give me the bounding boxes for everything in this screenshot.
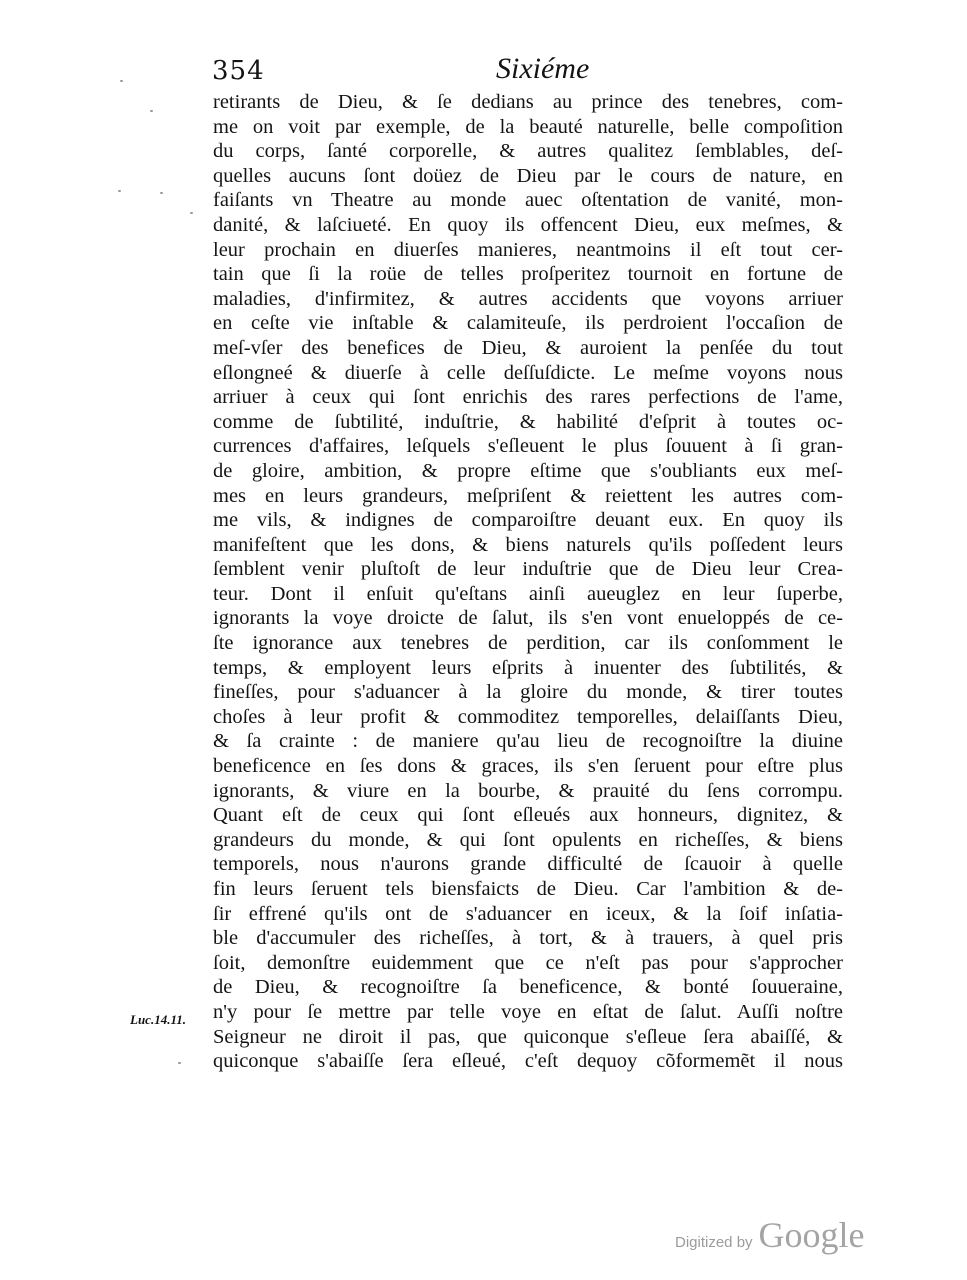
text-line: arriuer à ceux qui ſont enrichis des rares perfections de l'ame, bbox=[213, 386, 843, 409]
text-line: fineſſes, pour s'aduancer à la gloire du monde, & tirer toutes bbox=[213, 681, 843, 704]
scan-speck bbox=[160, 192, 163, 194]
text-line: quiconque s'abaiſſe ſera eſleué, c'eſt dequoy cõformemẽt il nous bbox=[213, 1050, 843, 1073]
text-line: & ſa crainte : de maniere qu'au lieu de recognoiſtre la diuine bbox=[213, 730, 843, 753]
text-line: currences d'affaires, leſquels s'eſleuent le plus ſouuent à ſi gran- bbox=[213, 435, 843, 458]
text-line: meſ-vſer des benefices de Dieu, & auroient la penſée du tout bbox=[213, 336, 843, 359]
text-line: manifeſtent que les dons, & biens naturels qu'ils poſſedent leurs bbox=[213, 533, 843, 556]
scan-speck bbox=[120, 80, 123, 82]
text-line: comme de ſubtilité, induſtrie, & habilité d'eſprit à toutes oc- bbox=[213, 410, 843, 433]
text-line: temporels, nous n'aurons grande difficulté de ſcauoir à quelle bbox=[213, 853, 843, 876]
text-line: quelles aucuns ſont doüez de Dieu par le cours de nature, en bbox=[213, 164, 843, 187]
text-line: de Dieu, & recognoiſtre ſa beneficence, & bonté ſouueraine, bbox=[213, 976, 843, 999]
text-line: me on voit par exemple, de la beauté naturelle, belle compoſition bbox=[213, 115, 843, 138]
scan-speck bbox=[178, 1062, 181, 1064]
text-line: Quant eſt de ceux qui ſont eſleués aux honneurs, dignitez, & bbox=[213, 804, 843, 827]
text-line: ſemblent venir pluſtoſt de leur induſtrie que de Dieu leur Crea- bbox=[213, 558, 843, 581]
text-line: fin leurs ſeruent tels biensfaicts de Dieu. Car l'ambition & de- bbox=[213, 878, 843, 900]
body-text bbox=[213, 90, 843, 1074]
scan-speck bbox=[190, 212, 193, 214]
scan-speck bbox=[150, 110, 153, 112]
text-line: choſes à leur profit & commoditez temporelles, delaiſſants Dieu, bbox=[213, 705, 843, 728]
text-line: ble d'accumuler des richeſſes, à tort, & à trauers, à quel pris bbox=[213, 927, 843, 950]
text-line: en ceſte vie inſtable & calamiteuſe, ils perdroient l'occaſion de bbox=[213, 312, 843, 335]
text-line: retirants de Dieu, & ſe dedians au prince des tenebres, com- bbox=[213, 91, 843, 113]
text-line: temps, & employent leurs eſprits à inuenter des ſubtilités, & bbox=[213, 656, 843, 679]
scan-speck bbox=[118, 190, 121, 192]
text-line: tain que ſi la roüe de telles proſperitez tournoit en fortune de bbox=[213, 263, 843, 286]
digitized-watermark bbox=[675, 1214, 865, 1256]
text-line: ſir effrené qu'ils ont de s'aduancer en iceux, & la ſoif inſatia- bbox=[213, 902, 843, 925]
watermark-prefix: Digitized by bbox=[675, 1234, 753, 1251]
text-line: ſte ignorance aux tenebres de perdition, car ils conſomment le bbox=[213, 632, 843, 655]
text-line: me vils, & indignes de comparoiſtre deuant eux. En quoy ils bbox=[213, 509, 843, 532]
text-line: danité, & laſciueté. En quoy ils offencent Dieu, eux meſmes, & bbox=[213, 213, 843, 236]
text-line: leur prochain en diuerſes manieres, neantmoins il eſt tout cer- bbox=[213, 238, 843, 261]
text-line: du corps, ſanté corporelle, & autres qualitez ſemblables, deſ- bbox=[213, 140, 843, 163]
running-head: Sixiéme bbox=[496, 52, 590, 85]
text-line: ignorants la voye droicte de ſalut, ils s'en vont enueloppés de ce- bbox=[213, 607, 843, 630]
text-line: teur. Dont il enſuit qu'eſtans ainſi aueuglez en leur ſuperbe, bbox=[213, 582, 843, 605]
google-logo: Google bbox=[758, 1215, 865, 1255]
page-number: 354 bbox=[212, 56, 265, 86]
text-line: maladies, d'infirmitez, & autres accidents que voyons arriuer bbox=[213, 287, 843, 310]
marginal-note: Luc.14.11. bbox=[130, 1012, 186, 1027]
text-line: de gloire, ambition, & propre eſtime que s'oubliants eux meſ- bbox=[213, 459, 843, 482]
text-line: mes en leurs grandeurs, meſpriſent & reiettent les autres com- bbox=[213, 484, 843, 507]
text-line: Seigneur ne diroit il pas, que quiconque s'eſleue ſera abaiſſé, & bbox=[213, 1025, 843, 1048]
text-line: faiſants vn Theatre au monde auec oſtentation de vanité, mon- bbox=[213, 189, 843, 212]
text-line: ignorants, & viure en la bourbe, & prauité du ſens corrompu. bbox=[213, 779, 843, 802]
text-line: grandeurs du monde, & qui ſont opulents en richeſſes, & biens bbox=[213, 828, 843, 851]
text-line: n'y pour ſe mettre par telle voye en eſtat de ſalut. Auſſi noſtre bbox=[213, 1000, 843, 1023]
text-line: beneficence en ſes dons & graces, ils s'en ſeruent pour eſtre plus bbox=[213, 755, 843, 778]
text-line: eſlongneé & diuerſe à celle deſſuſdicte. Le meſme voyons nous bbox=[213, 361, 843, 384]
text-line: ſoit, demonſtre euidemment que ce n'eſt pas pour s'approcher bbox=[213, 951, 843, 974]
